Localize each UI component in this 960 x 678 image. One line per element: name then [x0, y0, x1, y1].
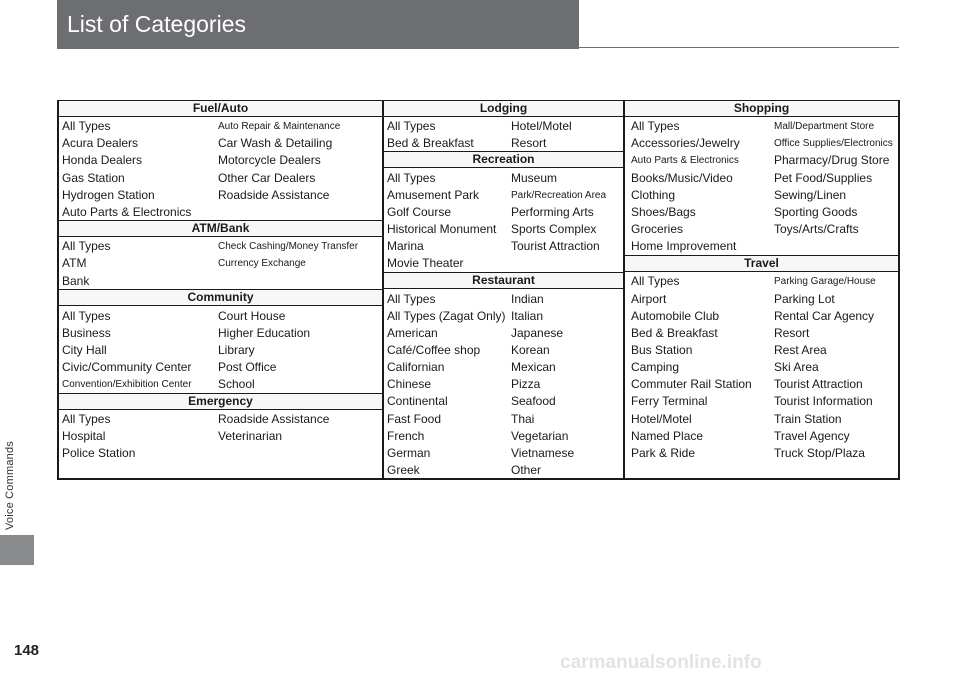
category-item: Ferry Terminal [631, 394, 708, 408]
header-fuel-auto: Fuel/Auto [59, 101, 382, 117]
category-item: Performing Arts [511, 205, 594, 219]
category-item: Golf Course [387, 205, 452, 219]
section-label: Voice Commands [4, 440, 16, 530]
page-number: 148 [14, 642, 40, 659]
category-item: Other Car Dealers [218, 171, 316, 185]
category-item: Roadside Assistance [218, 188, 330, 202]
category-item: Post Office [218, 360, 277, 374]
category-item: Hydrogen Station [62, 188, 155, 202]
category-item: Hospital [62, 429, 106, 443]
category-item: Acura Dealers [62, 136, 139, 150]
category-item: All Types [62, 119, 111, 133]
category-item: All Types (Zagat Only) [387, 309, 506, 323]
category-item: Car Wash & Detailing [218, 136, 333, 150]
category-item: Pizza [511, 377, 541, 391]
category-item: German [387, 446, 431, 460]
category-item: Hotel/Motel [631, 412, 692, 426]
category-item: Parking Lot [774, 292, 835, 306]
category-item: Motorcycle Dealers [218, 153, 321, 167]
category-item: Movie Theater [387, 256, 464, 270]
category-item: All Types [387, 119, 436, 133]
category-item: Café/Coffee shop [387, 343, 481, 357]
category-item: All Types [631, 119, 680, 133]
category-item: Currency Exchange [218, 258, 306, 269]
category-item: Auto Parts & Electronics [631, 155, 739, 166]
category-item: Ski Area [774, 360, 819, 374]
category-item: School [218, 377, 255, 391]
category-item: Other [511, 463, 542, 477]
category-item: Seafood [511, 394, 556, 408]
category-item: Sports Complex [511, 222, 597, 236]
category-item: Auto Parts & Electronics [62, 205, 192, 219]
category-item: Resort [774, 326, 810, 340]
category-item: All Types [387, 292, 436, 306]
category-item: Californian [387, 360, 445, 374]
category-item: Roadside Assistance [218, 412, 330, 426]
category-item: Vegetarian [511, 429, 569, 443]
category-item: Camping [631, 360, 680, 374]
category-item: Shoes/Bags [631, 205, 696, 219]
header-community: Community [59, 289, 382, 306]
category-item: Amusement Park [387, 188, 480, 202]
category-item: ATM [62, 256, 87, 270]
category-item: Korean [511, 343, 550, 357]
title-rule [579, 47, 899, 48]
category-item: Bed & Breakfast [631, 326, 718, 340]
category-item: Japanese [511, 326, 564, 340]
category-item: Books/Music/Video [631, 171, 733, 185]
category-item: Hotel/Motel [511, 119, 572, 133]
category-item: Library [218, 343, 255, 357]
category-item: Groceries [631, 222, 684, 236]
category-item: Automobile Club [631, 309, 720, 323]
category-item: Bank [62, 274, 90, 288]
category-item: All Types [387, 171, 436, 185]
category-item: Rest Area [774, 343, 827, 357]
category-item: Toys/Arts/Crafts [774, 222, 859, 236]
category-item: Higher Education [218, 326, 311, 340]
watermark: carmanualsonline.info [560, 652, 762, 673]
header-travel: Travel [625, 255, 898, 272]
category-item: Pet Food/Supplies [774, 171, 873, 185]
header-atm-bank: ATM/Bank [59, 220, 382, 237]
category-item: Gas Station [62, 171, 125, 185]
category-item: Check Cashing/Money Transfer [218, 241, 359, 252]
category-item: All Types [631, 274, 680, 288]
category-item: Police Station [62, 446, 136, 460]
category-item: Continental [387, 394, 448, 408]
category-item: American [387, 326, 438, 340]
category-item: Train Station [774, 412, 842, 426]
header-restaurant: Restaurant [384, 272, 623, 289]
category-item: Veterinarian [218, 429, 283, 443]
category-item: Home Improvement [631, 239, 737, 253]
category-item: Sporting Goods [774, 205, 858, 219]
category-item: Office Supplies/Electronics [774, 138, 893, 149]
category-item: Pharmacy/Drug Store [774, 153, 890, 167]
header-emergency: Emergency [59, 393, 382, 410]
category-item: Museum [511, 171, 558, 185]
category-item: Honda Dealers [62, 153, 143, 167]
category-item: Fast Food [387, 412, 442, 426]
category-item: Named Place [631, 429, 704, 443]
header-recreation: Recreation [384, 151, 623, 168]
category-item: Airport [631, 292, 667, 306]
category-item: City Hall [62, 343, 107, 357]
header-lodging: Lodging [384, 101, 623, 117]
category-item: Civic/Community Center [62, 360, 192, 374]
category-item: Truck Stop/Plaza [774, 446, 865, 460]
page-title: List of Categories [57, 0, 579, 49]
category-item: Business [62, 326, 111, 340]
category-item: Italian [511, 309, 544, 323]
category-item: Vietnamese [511, 446, 575, 460]
category-item: Park & Ride [631, 446, 696, 460]
category-item: All Types [62, 239, 111, 253]
header-shopping: Shopping [625, 101, 898, 117]
section-tab [0, 535, 34, 565]
category-item: Marina [387, 239, 424, 253]
category-item: Clothing [631, 188, 676, 202]
category-item: Travel Agency [774, 429, 850, 443]
column-divider [623, 100, 625, 480]
category-item: Bus Station [631, 343, 693, 357]
category-item: All Types [62, 309, 111, 323]
category-item: Tourist Attraction [774, 377, 863, 391]
category-item: Indian [511, 292, 544, 306]
category-item: Thai [511, 412, 535, 426]
category-item: French [387, 429, 425, 443]
category-item: Tourist Information [774, 394, 873, 408]
category-item: All Types [62, 412, 111, 426]
category-item: Resort [511, 136, 547, 150]
category-item: Tourist Attraction [511, 239, 600, 253]
category-item: Greek [387, 463, 420, 477]
category-item: Accessories/Jewelry [631, 136, 740, 150]
category-item: Historical Monument [387, 222, 497, 236]
category-item: Mexican [511, 360, 556, 374]
category-item: Park/Recreation Area [511, 190, 607, 201]
category-item: Commuter Rail Station [631, 377, 752, 391]
category-item: Parking Garage/House [774, 276, 876, 287]
category-item: Chinese [387, 377, 432, 391]
category-item: Mall/Department Store [774, 121, 875, 132]
category-item: Court House [218, 309, 286, 323]
category-item: Bed & Breakfast [387, 136, 474, 150]
category-item: Rental Car Agency [774, 309, 875, 323]
category-item: Convention/Exhibition Center [62, 379, 192, 390]
category-item: Sewing/Linen [774, 188, 847, 202]
category-item: Auto Repair & Maintenance [218, 121, 341, 132]
